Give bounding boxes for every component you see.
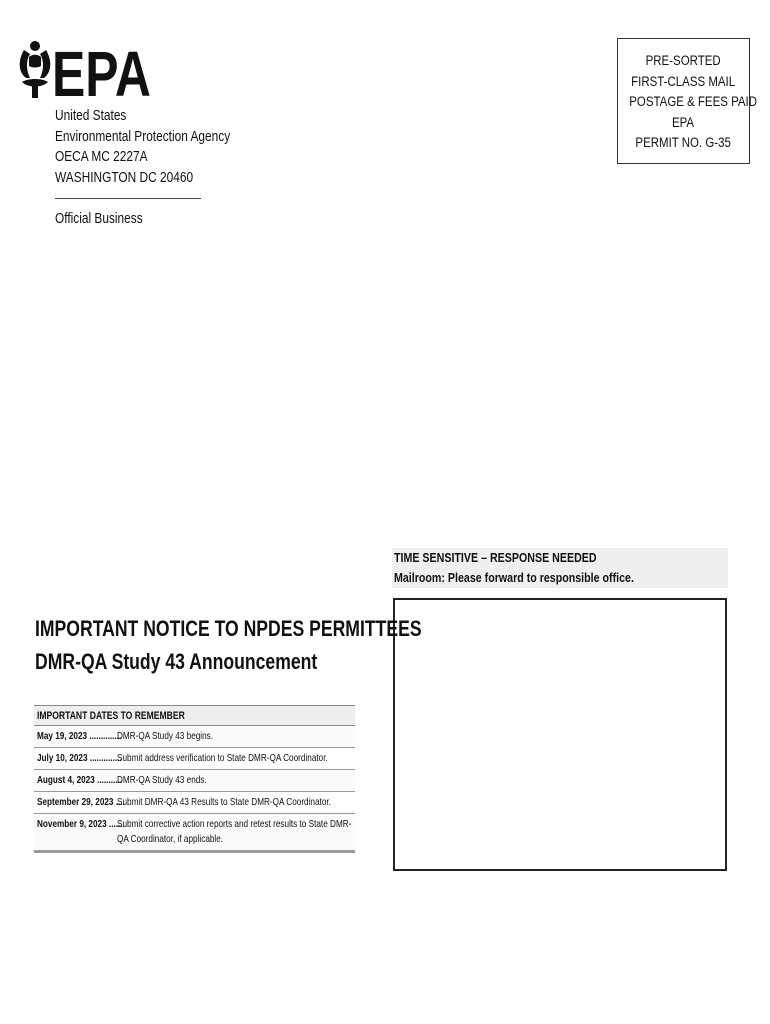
official-business: Official Business	[55, 211, 143, 227]
desc-cell: DMR-QA Study 43 ends.	[117, 774, 207, 786]
notice-title: IMPORTANT NOTICE TO NPDES PERMITTEES	[35, 616, 422, 641]
desc-cell: Submit address verification to State DMR-QA Coordinator.	[117, 752, 328, 764]
date-cell: August 4, 2023 ...........	[37, 774, 123, 786]
return-address	[55, 106, 269, 230]
dates-header: IMPORTANT DATES TO REMEMBER	[34, 705, 355, 726]
date-cell: May 19, 2023 ..............	[37, 730, 122, 742]
desc-cell: Submit DMR-QA 43 Results to State DMR-QA Coordinator.	[117, 796, 331, 808]
urgent-line-2: Mailroom: Please forward to responsible office.	[394, 570, 634, 585]
return-address-line: OECA MC 2227A	[55, 149, 148, 165]
postage-permit-box	[617, 38, 758, 164]
epa-logo	[16, 38, 151, 111]
table-row	[34, 770, 355, 792]
time-sensitive-banner	[392, 548, 728, 588]
permit-line: PERMIT NO. G-35	[635, 135, 732, 151]
permit-line: POSTAGE & FEES PAID	[629, 94, 758, 110]
table-row	[34, 748, 355, 770]
svg-text:EPA: EPA	[52, 39, 151, 111]
desc-cell: Submit corrective action reports and retest results to State DMR-QA Coordinator, if applicable.	[117, 818, 352, 845]
divider	[55, 198, 201, 199]
date-cell: September 29, 2023 ....	[37, 796, 125, 808]
epa-flower-logo-icon	[16, 38, 151, 111]
permit-line: PRE-SORTED	[645, 53, 722, 68]
table-row	[34, 726, 355, 748]
urgent-line-1: TIME SENSITIVE – RESPONSE NEEDED	[394, 550, 597, 565]
date-cell: July 10, 2023 ..............	[37, 752, 122, 764]
notice-heading	[35, 612, 518, 678]
table-row	[34, 814, 355, 851]
permit-line: EPA	[672, 114, 695, 130]
table-row	[34, 792, 355, 814]
permit-line: FIRST-CLASS MAIL	[631, 73, 736, 89]
return-address-line: Environmental Protection Agency	[55, 128, 231, 145]
date-cell: November 9, 2023 .......	[37, 818, 125, 830]
important-dates-table	[34, 705, 355, 853]
notice-subtitle: DMR-QA Study 43 Announcement	[35, 649, 318, 674]
desc-cell: DMR-QA Study 43 begins.	[117, 730, 214, 742]
return-address-line: United States	[55, 108, 127, 124]
return-address-line: WASHINGTON DC 20460	[55, 169, 194, 186]
